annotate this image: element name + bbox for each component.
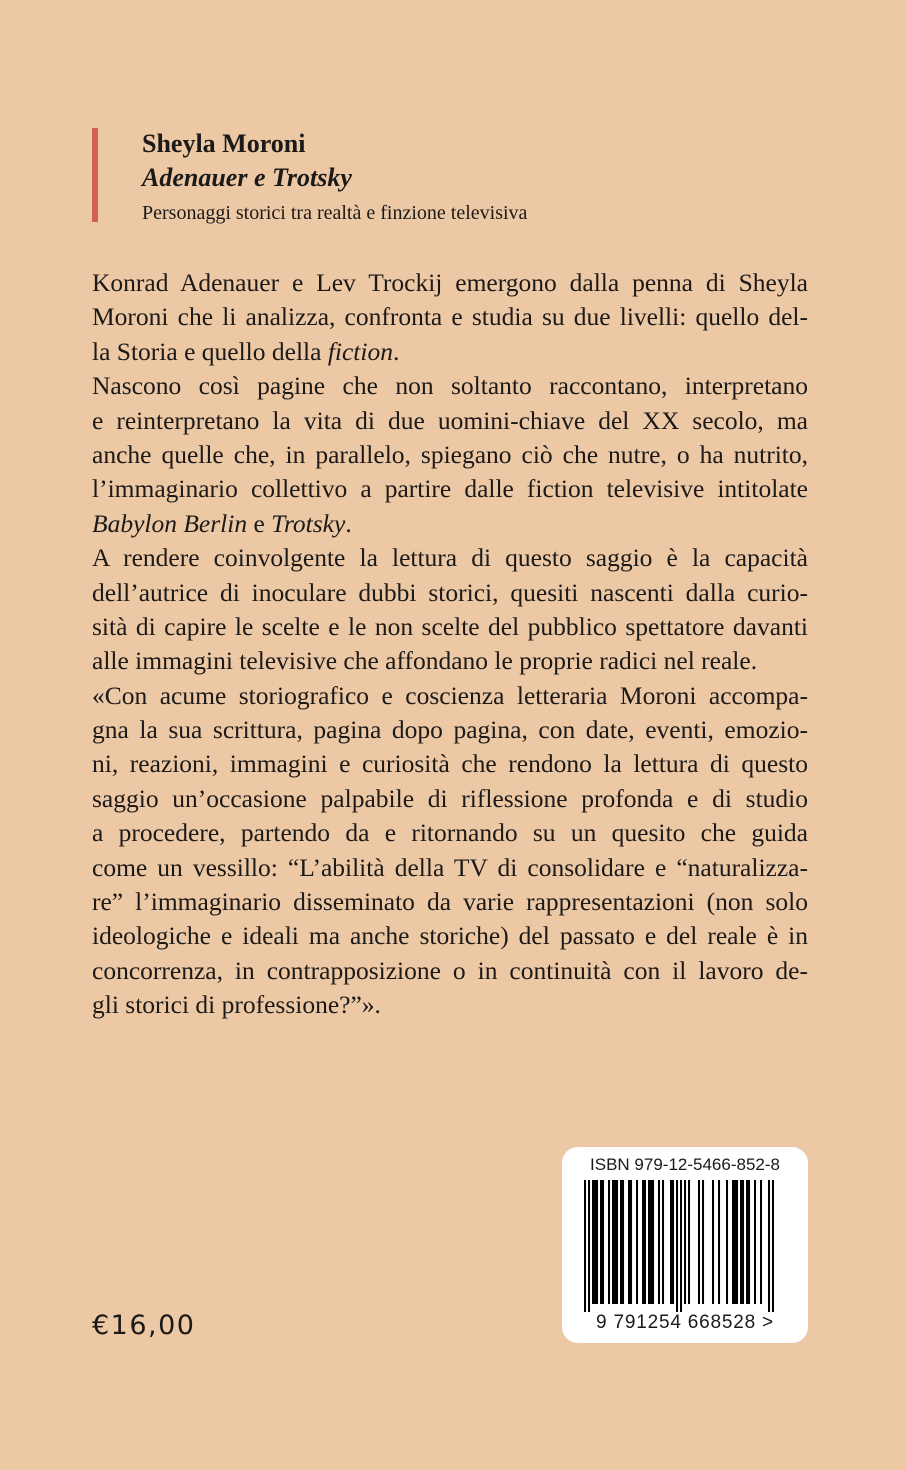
barcode-bar (596, 1180, 598, 1304)
barcode-bar (642, 1180, 644, 1304)
barcode-box (562, 1147, 808, 1343)
price: €16,00 (92, 1310, 196, 1341)
barcode-bar (608, 1180, 610, 1304)
blurb-text (92, 266, 808, 1023)
blurb-line (92, 851, 808, 885)
barcode-bar (698, 1180, 700, 1304)
barcode-bar (616, 1180, 618, 1304)
barcode-bar (736, 1180, 738, 1304)
ean-digits: 9 791254 668528 > (596, 1312, 774, 1333)
barcode-bar (670, 1180, 672, 1304)
barcode-bar (662, 1180, 664, 1304)
italic-text: Trotsky (271, 508, 346, 538)
blurb-line (92, 369, 808, 403)
author-name: Sheyla Moroni (142, 129, 306, 158)
italic-text: fiction (327, 336, 393, 366)
barcode-bar (718, 1180, 720, 1304)
barcode-bar (584, 1180, 586, 1312)
barcode-bar (612, 1180, 614, 1304)
text-segment: concorrenza, in contrapposizione o in continuità con il lavoro de- (92, 955, 808, 985)
barcode-bar (702, 1180, 704, 1304)
italic-text: Babylon Berlin (92, 508, 248, 538)
text-segment: ideologiche e ideali ma anche storiche) del passato e del reale è in (92, 921, 808, 951)
blurb-line (92, 438, 808, 472)
barcode-bar (734, 1180, 736, 1304)
blurb-line (92, 713, 808, 747)
blurb-line (92, 335, 808, 369)
text-segment: alle immagini televisive che affondano le proprie radici nel reale. (92, 646, 758, 676)
book-header (92, 128, 812, 224)
barcode-bar (684, 1180, 686, 1304)
barcode-bar (622, 1180, 624, 1304)
blurb-line (92, 919, 808, 953)
blurb-line (92, 472, 808, 506)
barcode-bar (652, 1180, 654, 1304)
text-segment: anche quelle che, in parallelo, spiegano ciò che nutre, o ha nutrito, (92, 439, 808, 469)
barcode-bar (726, 1180, 728, 1304)
barcode-bar (614, 1180, 616, 1304)
book-subtitle: Personaggi storici tra realtà e finzione televisiva (142, 202, 528, 224)
blurb-line (92, 644, 808, 678)
barcode-bar (712, 1180, 714, 1304)
blurb-line (92, 576, 808, 610)
blurb-line (92, 507, 808, 541)
text-segment: re” l’immaginario disseminato da varie rappresentazioni (non solo (92, 887, 808, 917)
text-segment: . (345, 508, 352, 538)
barcode-bar (602, 1180, 604, 1304)
blurb-line (92, 747, 808, 781)
barcode-bar (650, 1180, 652, 1304)
blurb-line (92, 954, 808, 988)
text-segment: l’immaginario collettivo a partire dalle fiction televisive intitolate (92, 474, 808, 504)
barcode-bar (648, 1180, 650, 1304)
barcode-bar (768, 1180, 770, 1312)
barcode-bar (644, 1180, 646, 1304)
text-segment: Konrad Adenauer e Lev Trockij emergono dalla penna di Sheyla (92, 268, 808, 297)
barcode-bar (592, 1180, 594, 1304)
text-segment: gna la sua scrittura, pagina dopo pagina, con date, eventi, emozio- (92, 715, 808, 745)
barcode-bar (688, 1180, 690, 1304)
barcode-bar (676, 1180, 678, 1312)
blurb-line (92, 782, 808, 816)
barcode-bar (620, 1180, 622, 1304)
text-segment: A rendere coinvolgente la lettura di questo saggio è la capacità (92, 543, 808, 573)
text-segment: dell’autrice di inoculare dubbi storici, quesiti nascenti dalla curio- (92, 577, 808, 607)
text-segment: ni, reazioni, immagini e curiosità che rendono la lettura di questo (92, 749, 808, 779)
barcode-bar (658, 1180, 660, 1304)
barcode-bar (628, 1180, 630, 1304)
text-segment: «Con acume storiografico e coscienza letteraria Moroni accompa- (92, 680, 808, 710)
blurb-line (92, 988, 808, 1022)
barcode-bar (636, 1180, 638, 1304)
barcode-image (584, 1180, 774, 1312)
isbn-label: ISBN 979-12-5466-852-8 (590, 1155, 780, 1174)
accent-bar (92, 128, 98, 222)
barcode-bar (740, 1180, 742, 1304)
book-title: Adenauer e Trotsky (142, 163, 352, 192)
blurb-line (92, 541, 808, 575)
barcode-bar (748, 1180, 750, 1304)
barcode-bar (672, 1180, 674, 1304)
text-segment: sità di capire le scelte e le non scelte del pubblico spettatore davanti (92, 611, 808, 641)
text-segment: Nascono così pagine che non soltanto raccontano, interpretano (92, 371, 808, 401)
text-segment: la Storia e quello della (92, 336, 328, 366)
barcode-bar (760, 1180, 762, 1304)
text-segment: saggio un’occasione palpabile di riflessione profonda e di studio (92, 783, 808, 813)
barcode-bar (588, 1180, 590, 1312)
blurb-line (92, 300, 808, 334)
text-segment: gli storici di professione?”». (92, 990, 381, 1020)
barcode-bar (746, 1180, 748, 1304)
barcode-bar (594, 1180, 596, 1304)
barcode-bar (742, 1180, 744, 1304)
barcode-bar (732, 1180, 734, 1304)
text-segment: a procedere, partendo da e ritornando su un quesito che guida (92, 818, 808, 848)
barcode-bar (754, 1180, 756, 1304)
barcode-bar (772, 1180, 774, 1312)
text-segment: e reinterpretano la vita di due uomini-chiave del XX secolo, ma (92, 405, 808, 435)
blurb-line (92, 404, 808, 438)
text-segment: e (247, 508, 272, 538)
blurb-line (92, 679, 808, 713)
barcode-bar (630, 1180, 632, 1304)
blurb-line (92, 816, 808, 850)
text-segment: . (392, 336, 400, 366)
blurb-line (92, 885, 808, 919)
blurb-line (92, 610, 808, 644)
blurb-line (92, 266, 808, 300)
text-segment: come un vessillo: “L’abilità della TV di consolidare e “naturalizza- (92, 852, 808, 882)
barcode-bar (600, 1180, 602, 1304)
barcode-bar (680, 1180, 682, 1312)
text-segment: Moroni che li analizza, confronta e studia su due livelli: quello del- (92, 302, 808, 332)
